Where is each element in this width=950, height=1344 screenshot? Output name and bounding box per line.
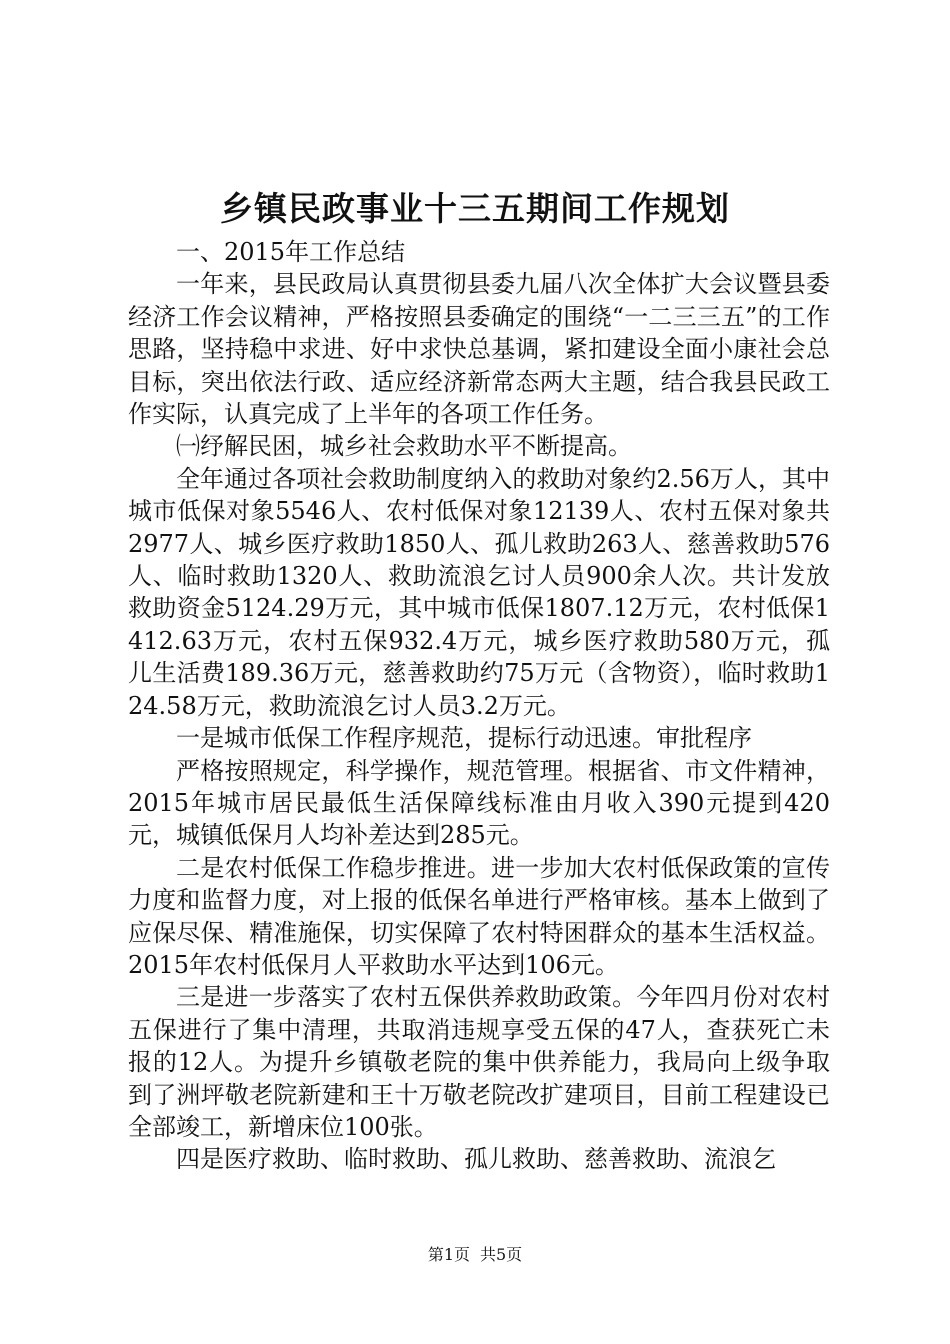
page-total: 共5页 bbox=[480, 1245, 523, 1264]
section-heading: 一、2015年工作总结 bbox=[176, 238, 406, 266]
paragraph: 二是农村低保工作稳步推进。进一步加大农村低保政策的宣传力度和监督力度，对上报的低保名单进行严格审核。基本上做到了应保尽保、精准施保，切实保障了农村特困群众的基本生活权益。2015年农村低保月人平救助水平达到106元。 bbox=[128, 853, 830, 979]
paragraph: 严格按照规定，科学操作，规范管理。根据省、市文件精神，2015年城市居民最低生活保障线标准由月收入390元提到420元，城镇低保月人均补差达到285元。 bbox=[128, 756, 830, 850]
document-body bbox=[128, 236, 830, 1176]
paragraph: 一年来，县民政局认真贯彻县委九届八次全体扩大会议暨县委经济工作会议精神，严格按照县委确定的围绕“一二三三五”的工作思路，坚持稳中求进、好中求快总基调，紧扣建设全面小康社会总目标，突出依法行政、适应经济新常态两大主题，结合我县民政工作实际，认真完成了上半年的各项工作任务。 bbox=[128, 270, 830, 429]
page-number: 第1页 bbox=[427, 1245, 470, 1264]
paragraph: 全年通过各项社会救助制度纳入的救助对象约2.56万人，其中城市低保对象5546人、农村低保对象12139人、农村五保对象共2977人、城乡医疗救助1850人、孤儿救助263人、慈善救助576人、临时救助1320人、救助流浪乞讨人员900余人次。共计发放救助资金5124.29万元，其中城市低保1807.12万元，农村低保1412.63万元，农村五保932.4万元，城乡医疗救助580万元，孤儿生活费189.36万元，慈善救助约75万元（含物资），临时救助124.58万元，救助流浪乞讨人员3.2万元。 bbox=[128, 464, 830, 720]
paragraph: 一是城市低保工作程序规范，提标行动迅速。审批程序 bbox=[176, 724, 752, 753]
subsection-heading: ㈠纾解民困，城乡社会救助水平不断提高。 bbox=[176, 432, 632, 461]
page-footer bbox=[0, 1244, 950, 1266]
paragraph: 四是医疗救助、临时救助、孤儿救助、慈善救助、流浪乞 bbox=[176, 1145, 776, 1174]
paragraph: 三是进一步落实了农村五保供养救助政策。今年四月份对农村五保进行了集中清理，共取消违规享受五保的47人，查获死亡未报的12人。为提升乡镇敬老院的集中供养能力，我局向上级争取到了洲坪敬老院新建和王十万敬老院改扩建项目，目前工程建设已全部竣工，新增床位100张。 bbox=[128, 983, 830, 1141]
document-title: 乡镇民政事业十三五期间工作规划 bbox=[220, 189, 730, 228]
